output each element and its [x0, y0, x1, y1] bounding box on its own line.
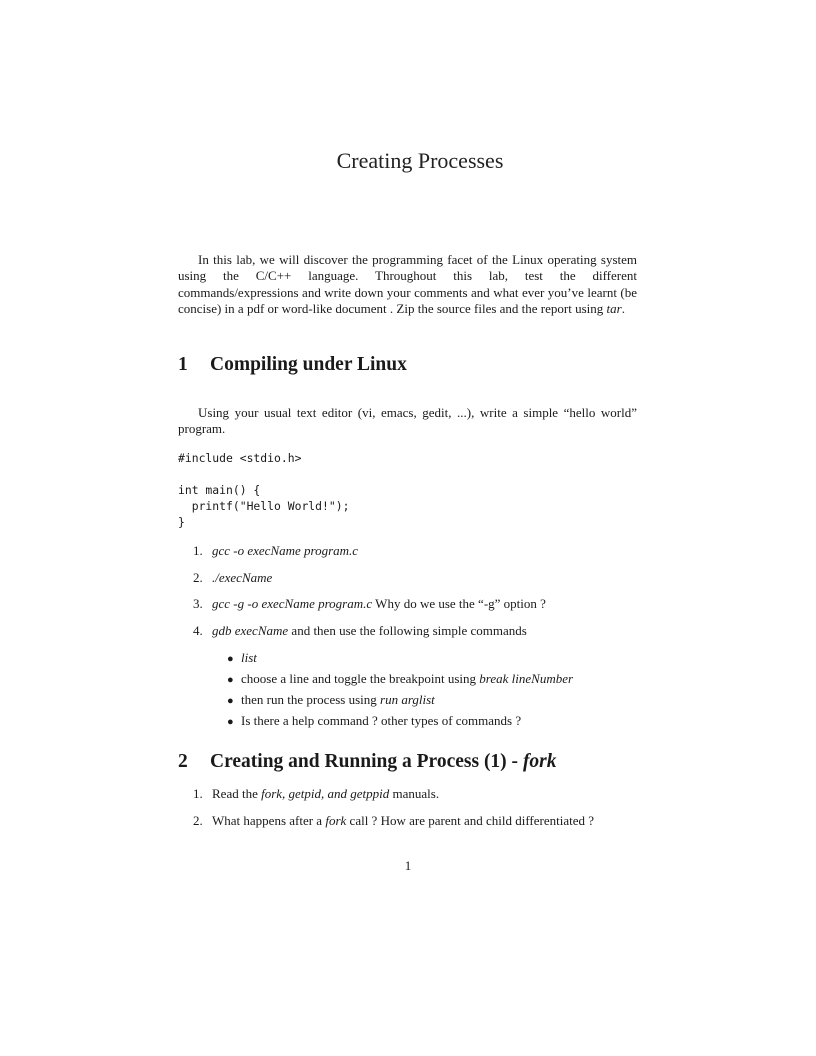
section-1-text: Using your usual text editor (vi, emacs, gedit, ...), write a simple “hello world” program. [178, 405, 637, 437]
code-line-1: #include <stdio.h> [178, 451, 302, 465]
bullet-icon: ● [227, 716, 234, 728]
list-item: 2. What happens after a fork call ? How are parent and child differentiated ? [193, 813, 595, 828]
code-line-5: } [178, 515, 185, 529]
document-title: Creating Processes [336, 148, 504, 173]
command-text: gcc -o execName program.c [212, 543, 359, 558]
section-2-title: Creating and Running a Process (1) - [210, 751, 523, 772]
bullet-item: ● then run the process using run arglist [227, 692, 435, 707]
list-item: 4. gdb execName and then use the following simple commands [193, 623, 527, 638]
bullet-item: ● choose a line and toggle the breakpoint using break lineNumber [227, 671, 574, 686]
intro-end: . [621, 300, 625, 316]
list-item: 2. ./execName [193, 570, 273, 585]
bullet-icon: ● [227, 674, 234, 686]
section-2-heading [178, 751, 557, 773]
intro-tar: tar [606, 300, 622, 316]
code-line-3: int main() { [178, 483, 261, 497]
page-number: 1 [404, 858, 412, 873]
command-text: gdb execName [212, 623, 289, 638]
command-text: gcc -g -o execName program.c [212, 596, 373, 611]
bullet-item: ● Is there a help command ? other types of commands ? [227, 713, 522, 728]
list-item: 1. gcc -o execName program.c [193, 543, 359, 558]
section-2-title-fork: fork [522, 751, 557, 772]
bullet-icon: ● [227, 653, 234, 665]
section-1-paragraph [178, 405, 637, 438]
code-line-4: printf("Hello World!"); [178, 499, 350, 513]
section-2-number: 2 [178, 751, 188, 772]
bullet-icon: ● [227, 695, 234, 707]
list-item: 3. gcc -g -o execName program.c Why do we use the “-g” option ? [193, 596, 546, 611]
command-text: ./execName [212, 570, 273, 585]
section-1-heading [178, 354, 407, 376]
section-1-number: 1 [178, 354, 188, 375]
section-1-title: Compiling under Linux [210, 354, 407, 375]
list-item: 1. Read the fork, getpid, and getppid manuals. [193, 786, 440, 801]
intro-paragraph [178, 252, 637, 317]
bullet-item: ● list [227, 650, 257, 665]
intro-text: In this lab, we will discover the programming facet of the Linux operating system using the C/C++ language. Throughout this lab, test the different commands/expressions and write down your comments and what ever you’ve learnt (be concise) in a pdf or word-like document . Zip the source files and the report using [178, 252, 637, 316]
